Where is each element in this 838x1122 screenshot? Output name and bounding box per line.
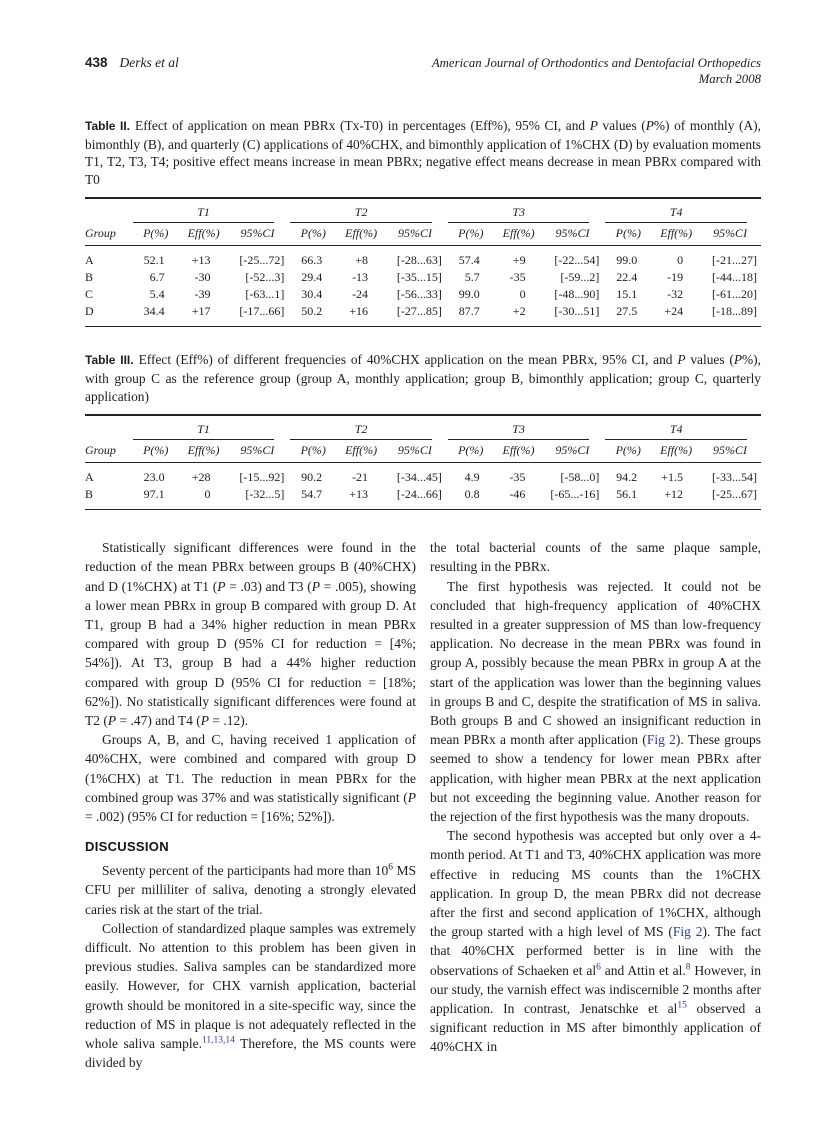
column-header: 95%CI [384,440,446,463]
table-cell: [-30...51] [554,304,600,319]
table-cell: 0 [677,253,684,268]
text-run: The first hypothesis was rejected. It could not be concluded that high-frequency application of 40%CHX resulted in a greater suppression of MS than low-frequency application. No decrease in the mean PBRx was found in group A, possibly because the mean PBRx in group A at the start of the application was lower than the beginning values in groups B and C, despite the stratification of MS in saliva. Both groups B and C showed an insignificant reduction in mean PBRx a month after application ( [430,578,761,748]
table-cell: 66.3 [301,253,323,268]
table-cell: +8 [355,253,369,268]
text-run: and Attin et al. [600,962,686,978]
table-cell: +28 [191,470,211,485]
text-run: P [311,578,320,594]
superscript: 6 [388,862,393,873]
text-run: Collection of standardized plaque samples was extremely difficult. No attention to this problem has been given in previous studies. Saliva samples can be standardized more easily. However, for CHX varnish application, bacterial growth should be monitored in a site-specific way, since the reduction of MS in plaque is not adequately reflected in the whole saliva sample. [85,920,416,1052]
table-corner-cell [85,415,131,440]
table-cell: 29.4 [301,270,323,285]
table-cell: [-35...15] [396,270,442,285]
table-2-caption [85,117,761,188]
column-header: Eff(%) [338,223,384,246]
table-cell: +1.5 [661,470,684,485]
column-header: 95%CI [699,440,761,463]
column-header: P(%) [603,440,653,463]
group-cell: B [85,487,94,502]
table-cell: 0.8 [464,487,480,502]
table-cell: [-24...66] [396,487,442,502]
column-header: P(%) [288,440,338,463]
table-cell: 30.4 [301,287,323,302]
group-cell: A [85,253,94,268]
table-cell: +9 [512,253,526,268]
table-cell: +13 [349,487,369,502]
group-cell: C [85,287,94,302]
table-row [85,268,761,285]
table-cell: [-48...90] [554,287,600,302]
table-cell: 5.7 [464,270,480,285]
table-cell: -46 [509,487,526,502]
table-cell: -21 [352,470,369,485]
text-run: values ( [597,118,646,133]
text-run: = .005), showing a lower mean PBRx in group B compared with group D. At T1, group B had a 34% higher reduction in mean PBRx compared with group D (95% CI for reduction = [4%; 54%]). At T3, group B had a 44% higher reduction compared with group D (95% CI for reduction = [18%; 62%]). No statistically significant differences were found at T2 ( [85,578,416,728]
group-cell: A [85,470,94,485]
citation-ref-link[interactable]: 11,13,14 [202,1035,235,1046]
column-header: P(%) [446,223,496,246]
table-cell: +13 [191,253,211,268]
running-authors: Derks et al [119,55,179,70]
table-cell: [-21...27] [712,253,757,268]
table-cell: -13 [352,270,369,285]
journal-title: American Journal of Orthodontics and Dentofacial Orthopedics [431,56,761,70]
table-cell: [-15...92] [239,470,285,485]
text-run: Effect (Eff%) of different frequencies of 40%CHX application on the mean PBRx, 95% CI, and [138,352,678,368]
text-run: MS CFU per milliliter of saliva, denoting a strongly elevated caries risk at the start of the trial. [85,863,417,917]
table-cell: -30 [194,270,211,285]
table-cell: 22.4 [616,270,638,285]
table-cell: [-32...5] [245,487,285,502]
text-run: observed a significant reduction in MS after bimonthly application of 40%CHX in [430,1001,761,1055]
text-run: P [200,712,209,728]
table-cell: [-25...67] [712,487,757,502]
text-run: the total bacterial counts of the same plaque sample, resulting in the PBRx. [430,540,761,575]
text-run: Seventy percent of the participants had more than 10 [102,863,389,879]
table-cell: [-61...20] [712,287,757,302]
column-header: 95%CI [227,223,289,246]
time-point-header: T4 [603,415,761,440]
body-paragraph [430,577,761,827]
column-header: P(%) [446,440,496,463]
page-number: 438 [85,55,108,70]
group-cell: D [85,304,94,319]
table-cell: [-18...89] [712,304,757,319]
table-row [85,302,761,327]
table-corner-cell [85,198,131,223]
citation-ref-link[interactable]: 6 [596,962,601,973]
table-cell: [-44...18] [712,270,757,285]
group-column-header: Group [85,440,131,463]
time-point-header: T3 [446,198,604,223]
table-cell: -32 [667,287,684,302]
column-header: Eff(%) [496,223,542,246]
page-header [85,55,761,87]
table-cell: 57.4 [458,253,480,268]
body-paragraph [85,730,416,826]
running-head-left [85,55,179,71]
text-run: P [407,789,416,805]
text-run: P [107,712,117,728]
text-run: Groups A, B, and C, having received 1 application of 40%CHX, were combined and compared with group D (1%CHX) at T1. The reduction in mean PBRx for the combined group was 37% and was statistically significant ( [85,732,416,805]
table-cell: [-56...33] [396,287,442,302]
table-cell: -19 [667,270,684,285]
column-header: Eff(%) [181,440,227,463]
table-cell: 50.2 [301,304,323,319]
table-3-caption [85,351,761,405]
column-header: P(%) [131,440,181,463]
table-cell: [-27...85] [396,304,442,319]
text-run: P [589,118,598,133]
table-cell: -35 [509,270,526,285]
journal-issue: March 2008 [698,72,761,86]
column-header: P(%) [131,223,181,246]
text-run: P [217,578,226,594]
table-2-label: Table II. [85,119,131,133]
table-cell: -24 [352,287,369,302]
table-cell: +16 [349,304,369,319]
table-cell: 0 [519,287,526,302]
table-3-label: Table III. [85,353,134,368]
table-cell: -35 [509,470,526,485]
column-header: 95%CI [699,223,761,246]
table-cell: 0 [204,487,211,502]
table-cell: 87.7 [458,304,480,319]
text-run: P [677,352,686,368]
table-3-section [85,351,761,510]
text-run: The second hypothesis was accepted but only over a 4-month period. At T1 and T3, 40%CHX application was more effective in reducing MS counts than the 1%CHX application. In group D, the mean PBRx did not decrease after the first and second application of 1%CHX, although the group started with a high level of MS ( [430,828,761,940]
citation-ref-link[interactable]: 8 [685,962,691,973]
time-point-header: T2 [288,198,446,223]
body-paragraph [85,538,416,730]
body-text [85,538,761,1072]
table-cell: -39 [194,287,211,302]
column-header: Eff(%) [653,440,699,463]
column-header: Eff(%) [496,440,542,463]
column-header: P(%) [603,223,653,246]
column-header: Eff(%) [181,223,227,246]
body-paragraph [430,826,761,1056]
body-paragraph [85,861,416,919]
time-point-header: T2 [288,415,446,440]
text-run: Effect of application on mean PBRx (Tx-T0) in percentages (Eff%), 95% CI, and [135,118,590,133]
table-row [85,285,761,302]
table-cell: [-17...66] [239,304,285,319]
time-point-header: T4 [603,198,761,223]
right-column [430,538,761,1072]
table-cell: 6.7 [149,270,165,285]
column-header: 95%CI [542,223,604,246]
column-header: Eff(%) [338,440,384,463]
table-cell: 97.1 [143,487,165,502]
text-run: %), with group C as the reference group (group A, monthly application; group B, bimonthly application; group C, quarterly application) [85,352,761,404]
table-cell: [-65...-16] [550,487,600,502]
group-cell: B [85,270,94,285]
table-cell: 27.5 [616,304,638,319]
table-cell: [-22...54] [554,253,600,268]
column-header: P(%) [288,223,338,246]
table-2-caption-text [85,118,761,187]
table-cell: 56.1 [616,487,638,502]
time-point-header: T1 [131,415,289,440]
body-paragraph [430,538,761,576]
text-run: = .002) (95% CI for reduction = [16%; 52%]). [85,809,335,824]
time-point-header: T1 [131,198,289,223]
citation-ref-link[interactable]: 15 [677,1000,687,1011]
column-header: 95%CI [541,440,603,463]
text-run: = .12). [208,712,249,728]
text-run: ). These groups seemed to show a tendency for lower mean PBRx after application, with higher mean PBRx at the next application but not exceeding the beginning value. Another reason for the rejection of the first hypothesis was the many dropouts. [430,732,761,824]
table-row [85,463,761,486]
text-run: values ( [685,352,734,368]
column-header: 95%CI [227,440,289,463]
text-run: = .47) and T4 ( [116,712,201,728]
table-3-caption-text [85,352,761,403]
column-header: Eff(%) [653,223,699,246]
text-run: Statistically significant differences were found in the reduction of the mean PBRx between groups B (40%CHX) and D (1%CHX) at T1 ( [85,540,416,594]
table-cell: [-58...0] [560,470,600,485]
figure-ref-link[interactable]: Fig 2 [672,924,703,940]
table-cell: 99.0 [616,253,638,268]
table-cell: +12 [664,487,684,502]
time-point-header: T3 [446,415,603,440]
table-cell: [-34...45] [396,470,442,485]
column-header: 95%CI [384,223,446,246]
table-cell: [-52...3] [245,270,285,285]
text-run: P [733,352,743,368]
discussion-heading: DISCUSSION [85,839,169,855]
table-cell: +24 [664,304,684,319]
table-row [85,485,761,510]
table-2-section [85,117,761,327]
text-run: P [645,118,654,133]
table-cell: 4.9 [464,470,480,485]
figure-ref-link[interactable]: Fig 2 [646,732,676,748]
table-cell: 52.1 [143,253,165,268]
left-column [85,538,416,1072]
table-3 [85,414,761,510]
table-cell: +17 [191,304,211,319]
table-cell: 34.4 [143,304,165,319]
text-run: However, in our study, the varnish effect was indiscernible 2 months after application. In contrast, Jenatschke et al [430,962,761,1017]
table-cell: [-33...54] [712,470,757,485]
table-cell: +2 [512,304,526,319]
running-head-right [432,55,761,87]
text-run: Therefore, the MS counts were divided by [85,1036,416,1071]
table-cell: [-28...63] [396,253,442,268]
body-paragraph [85,919,416,1073]
table-cell: [-25...72] [239,253,285,268]
table-cell: [-59...2] [560,270,600,285]
text-run: %) of monthly (A), bimonthly (B), and quarterly (C) applications of 40%CHX, and bimonthly application of 1%CHX (D) by evaluation moments T1, T2, T3, T4; positive effect means increase in mean PBRx; negative effect means decrease in mean PBRx compared with T0 [85,118,761,187]
table-cell: 90.2 [301,470,323,485]
table-cell: 5.4 [149,287,165,302]
table-row [85,246,761,269]
table-cell: 94.2 [616,470,638,485]
text-run: ). The fact that 40%CHX performed better is in line with the observations of Schaeken et al [430,924,761,978]
table-cell: 15.1 [616,287,638,302]
table-cell: 99.0 [458,287,480,302]
table-cell: 54.7 [301,487,323,502]
table-2 [85,197,761,327]
group-column-header: Group [85,223,131,246]
table-cell: 23.0 [143,470,165,485]
table-cell: [-63...1] [245,287,285,302]
text-run: = .03) and T3 ( [225,578,312,594]
